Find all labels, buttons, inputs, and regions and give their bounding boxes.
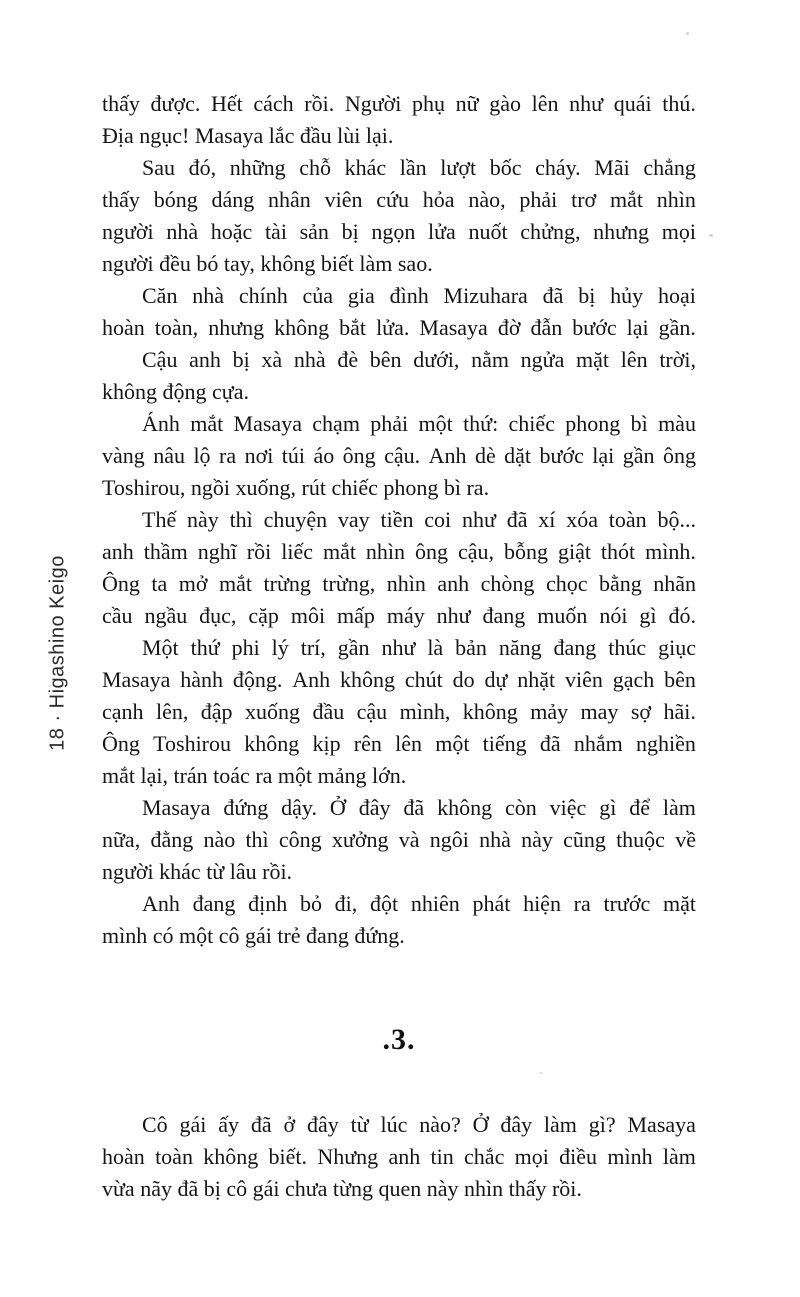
- text-line: Anh đang định bỏ đi, đột nhiên phát hiện ra trước mặt: [142, 891, 696, 916]
- text-line: Cô gái ấy đã ở đây từ lúc nào? Ở đây làm gì? Masaya: [142, 1112, 696, 1137]
- text-line: anh thầm nghĩ rồi liếc mắt nhìn ông cậu, bỗng giật thót mình.: [102, 539, 696, 564]
- text-line: thấy được. Hết cách rồi. Người phụ nữ gào lên như quái thú.: [102, 91, 696, 116]
- text-line: hoàn toàn, nhưng không bắt lửa. Masaya đờ đẫn bước lại gần.: [102, 315, 696, 340]
- scan-speck: [539, 1072, 543, 1074]
- text-line: Cậu anh bị xà nhà đè bên dưới, nằm ngửa mặt lên trời,: [142, 347, 696, 372]
- text-line: người nhà hoặc tài sản bị ngọn lửa nuốt chửng, nhưng mọi: [102, 219, 696, 244]
- text-line: Masaya hành động. Anh không chút do dự nhặt viên gạch bên: [102, 667, 696, 692]
- scan-speck: [709, 234, 713, 237]
- text-line: Sau đó, những chỗ khác lần lượt bốc cháy. Mãi chẳng: [142, 155, 696, 180]
- text-line: Toshirou, ngồi xuống, rút chiếc phong bì ra.: [102, 475, 490, 500]
- section-opening-paragraph: [102, 1109, 696, 1205]
- text-line: mình có một cô gái trẻ đang đứng.: [102, 923, 405, 948]
- text-line: Căn nhà chính của gia đình Mizuhara đã bị hủy hoại: [142, 283, 696, 308]
- text-line: Masaya đứng dậy. Ở đây đã không còn việc gì để làm: [142, 795, 696, 820]
- text-line: Một thứ phi lý trí, gần như là bản năng đang thúc giục: [142, 635, 696, 660]
- text-line: cạnh lên, đập xuống đầu cậu mình, không mảy may sợ hãi.: [102, 699, 696, 724]
- body-text-block: [102, 88, 696, 952]
- text-line: Ánh mắt Masaya chạm phải một thứ: chiếc phong bì màu: [142, 411, 696, 436]
- text-column: [102, 88, 696, 1205]
- text-line: cầu ngầu đục, cặp môi mấp máy như đang muốn nói gì đó.: [102, 603, 696, 628]
- text-line: thấy bóng dáng nhân viên cứu hỏa nào, phải trơ mắt nhìn: [102, 187, 696, 212]
- text-line: nữa, đằng nào thì công xưởng và ngôi nhà này cũng thuộc về: [102, 827, 696, 852]
- section-heading: .3.: [382, 1023, 416, 1056]
- text-line: không động cựa.: [102, 379, 249, 404]
- text-line: vừa nãy đã bị cô gái chưa từng quen này nhìn thấy rồi.: [102, 1176, 582, 1201]
- text-line: Ông ta mở mắt trừng trừng, nhìn anh chòng chọc bằng nhãn: [102, 571, 696, 596]
- text-line: vàng nâu lộ ra nơi túi áo ông cậu. Anh dè dặt bước lại gần ông: [102, 443, 696, 468]
- text-line: hoàn toàn không biết. Nhưng anh tin chắc mọi điều mình làm: [102, 1144, 696, 1169]
- scan-speck: [686, 32, 689, 35]
- text-line: Ông Toshirou không kịp rên lên một tiếng đã nhắm nghiền: [102, 731, 696, 756]
- running-header-vertical: 18 · Higashino Keigo: [46, 555, 69, 751]
- text-line: mắt lại, trán toác ra một mảng lớn.: [102, 763, 407, 788]
- text-line: người đều bó tay, không biết làm sao.: [102, 251, 433, 276]
- text-line: Thế này thì chuyện vay tiền coi như đã xí xóa toàn bộ...: [142, 507, 696, 532]
- text-line: Địa ngục! Masaya lắc đầu lùi lại.: [102, 123, 394, 148]
- text-line: người khác từ lâu rồi.: [102, 859, 293, 884]
